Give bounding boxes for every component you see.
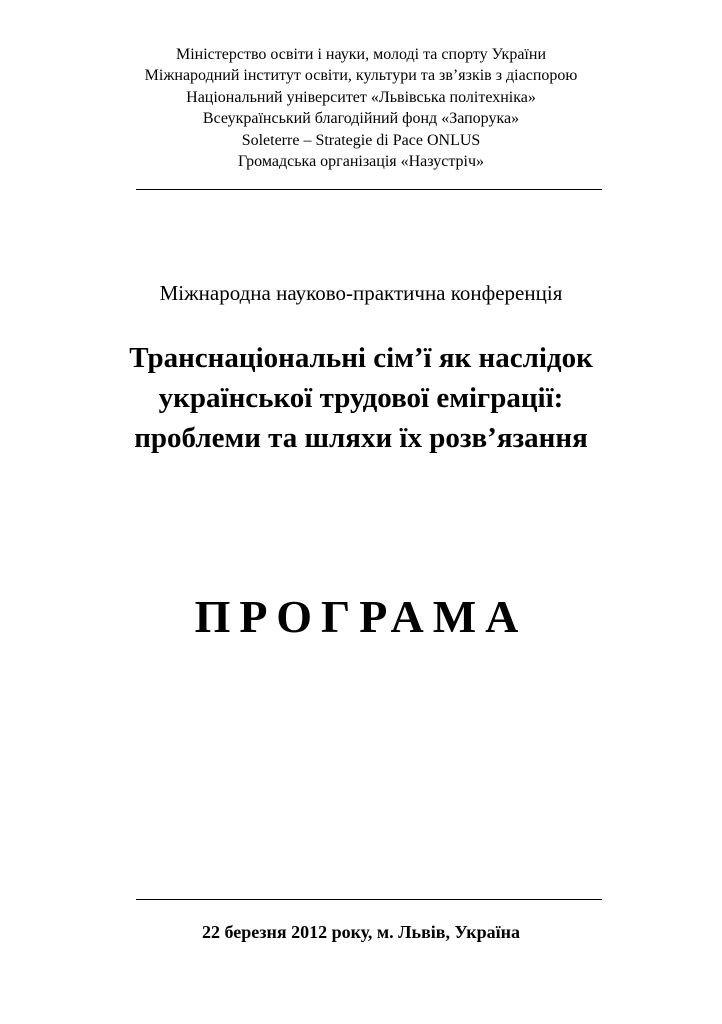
conference-title-line: проблеми та шляхи їх розв’язання — [134, 422, 588, 454]
organizer-soleterre: Soleterre – Strategie di Pace ONLUS — [241, 131, 481, 149]
organizers-list — [0, 44, 722, 172]
top-divider — [136, 189, 602, 190]
conference-title — [0, 338, 722, 458]
date-place: 22 березня 2012 року, м. Львів, Україна — [201, 922, 521, 942]
organizer-foundation: Всеукраїнський благодійний фонд «Запорука» — [202, 110, 520, 128]
conference-title-line: української трудової еміграції: — [158, 382, 564, 414]
organizer-university: Національний університет «Львівська політехніка» — [186, 88, 536, 106]
bottom-divider — [136, 899, 602, 900]
organizer-ministry: Міністерство освіти і науки, молоді та спорту України — [175, 46, 546, 63]
program-heading: ПРОГРАМА — [194, 591, 528, 642]
organizer-nazustrich: Громадська організація «Назустріч» — [237, 153, 485, 171]
conference-type: Міжнародна науково-практична конференція — [159, 281, 563, 305]
organizer-institute: Міжнародний інститут освіти, культури та зв’язків з діаспорою — [144, 67, 578, 85]
conference-title-line: Транснаціональні сім’ї як наслідок — [129, 342, 593, 374]
